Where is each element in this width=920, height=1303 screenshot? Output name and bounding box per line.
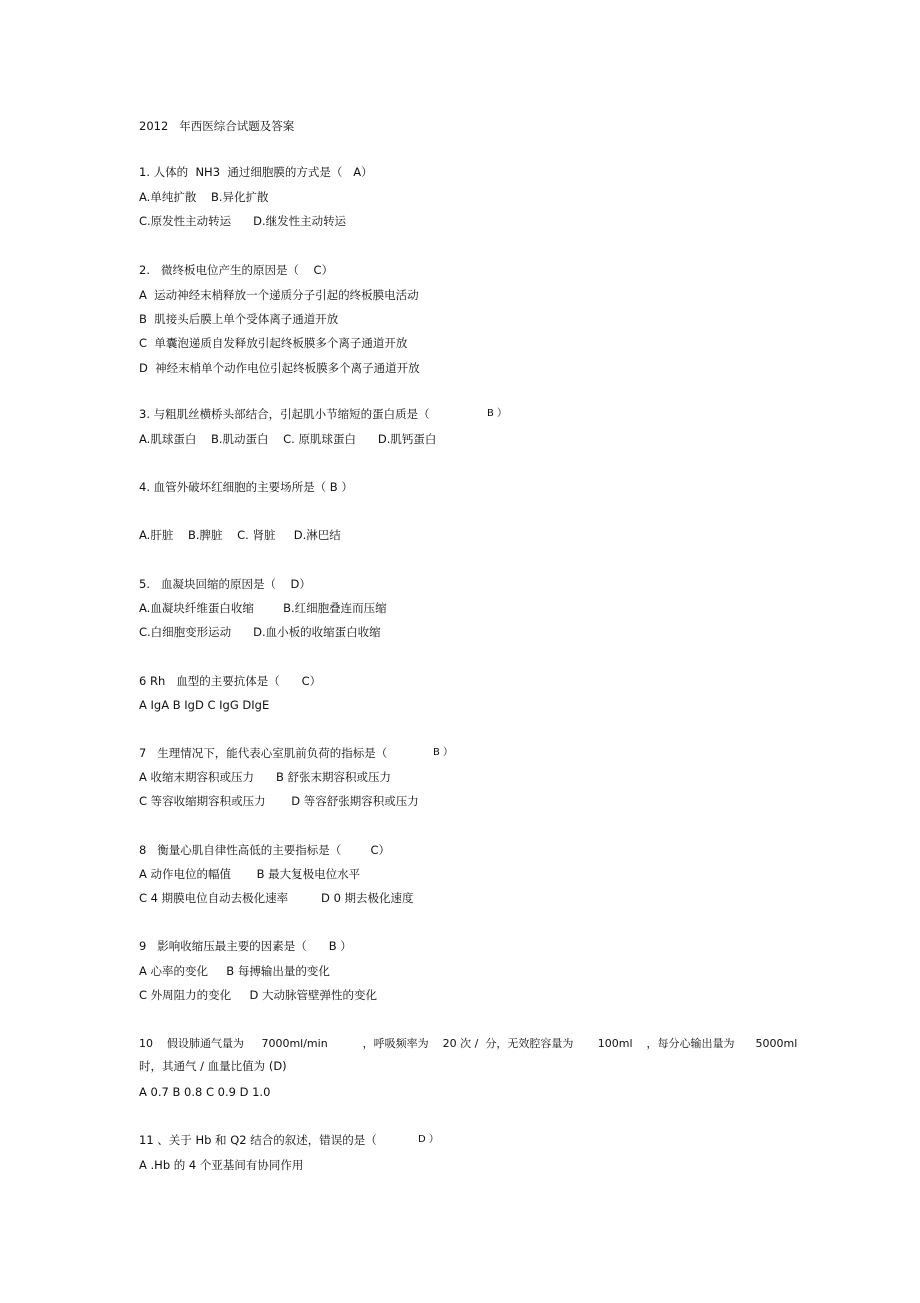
q1-options-2: C.原发性主动转运 D.继发性主动转运 bbox=[139, 214, 347, 228]
q6-stem: 6 Rh 血型的主要抗体是（ C） bbox=[139, 674, 322, 688]
q11-answer: D ） bbox=[418, 1134, 439, 1145]
q7-stem: 7 生理情况下，能代表心室肌前负荷的指标是（ bbox=[139, 746, 388, 760]
q2-option-c: C 单囊泡递质自发释放引起终板膜多个离子通道开放 bbox=[139, 336, 408, 350]
q4-stem: 4. 血管外破坏红细胞的主要场所是（ B ） bbox=[139, 480, 353, 494]
q4-options: A.肝脏 B.脾脏 C. 肾脏 D.淋巴结 bbox=[139, 528, 341, 542]
q5-options-1: A.血凝块纤维蛋白收缩 B.红细胞叠连而压缩 bbox=[139, 601, 387, 615]
q1-stem: 1. 人体的 NH3 通过细胞膜的方式是（ A） bbox=[139, 165, 373, 179]
q9-options-1: A 心率的变化 B 每搏输出量的变化 bbox=[139, 964, 330, 978]
q6-options: A IgA B IgD C IgG DIgE bbox=[139, 698, 270, 712]
q10-options: A 0.7 B 0.8 C 0.9 D 1.0 bbox=[139, 1085, 271, 1099]
q9-options-2: C 外周阻力的变化 D 大动脉管壁弹性的变化 bbox=[139, 988, 377, 1002]
q11-option-a: A .Hb 的 4 个亚基间有协同作用 bbox=[139, 1158, 304, 1172]
document-title: 2012 年西医综合试题及答案 bbox=[139, 119, 295, 133]
q8-options-2: C 4 期膜电位自动去极化速率 D 0 期去极化速度 bbox=[139, 891, 414, 905]
q2-option-b: B 肌接头后膜上单个受体离子通道开放 bbox=[139, 312, 339, 326]
q11-stem: 11 、关于 Hb 和 Q2 结合的叙述，错误的是（ bbox=[139, 1133, 377, 1147]
q10-stem: 10 假设肺通气量为 7000ml/min ，呼吸频率为 20 次 / 分，无效腔容量为 100ml ，每分心输出量为 5000ml bbox=[139, 1037, 798, 1050]
q10-stem-2: 时，其通气 / 血量比值为 (D) bbox=[139, 1059, 287, 1073]
q3-options: A.肌球蛋白 B.肌动蛋白 C. 原肌球蛋白 D.肌钙蛋白 bbox=[139, 432, 437, 446]
q2-option-d: D 神经末梢单个动作电位引起终板膜多个离子通道开放 bbox=[139, 361, 420, 375]
q3-stem: 3. 与粗肌丝横桥头部结合，引起肌小节缩短的蛋白质是（ bbox=[139, 407, 430, 421]
q8-stem: 8 衡量心肌自律性高低的主要指标是（ C） bbox=[139, 843, 391, 857]
q2-stem: 2. 微终板电位产生的原因是（ C） bbox=[139, 263, 334, 277]
q5-stem: 5. 血凝块回缩的原因是（ D） bbox=[139, 577, 311, 591]
q7-options-1: A 收缩末期容积或压力 B 舒张末期容积或压力 bbox=[139, 770, 391, 784]
q5-options-2: C.白细胞变形运动 D.血小板的收缩蛋白收缩 bbox=[139, 625, 381, 639]
q7-answer: B ） bbox=[433, 747, 454, 758]
q7-options-2: C 等容收缩期容积或压力 D 等容舒张期容积或压力 bbox=[139, 794, 419, 808]
q9-stem: 9 影响收缩压最主要的因素是（ B ） bbox=[139, 939, 352, 953]
q3-answer: B ） bbox=[487, 408, 508, 419]
q8-options-1: A 动作电位的幅值 B 最大复极电位水平 bbox=[139, 867, 361, 881]
q1-options-1: A.单纯扩散 B.异化扩散 bbox=[139, 190, 269, 204]
q2-option-a: A 运动神经末梢释放一个递质分子引起的终板膜电活动 bbox=[139, 288, 419, 302]
